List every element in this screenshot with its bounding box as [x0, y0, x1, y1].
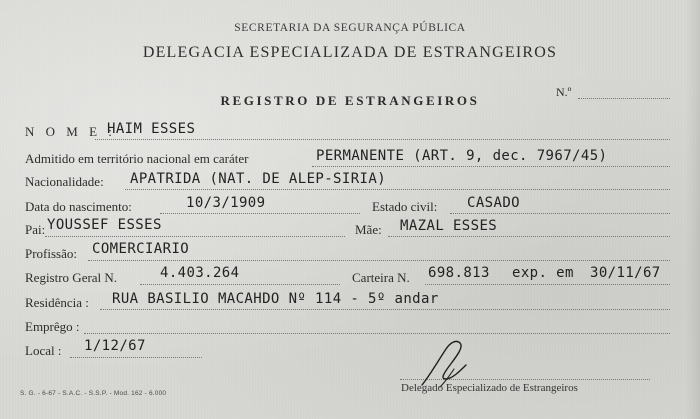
admitido-value: PERMANENTE (ART. 9, dec. 7967/45) [316, 148, 608, 164]
residencia-line [100, 309, 670, 310]
agency-heading: SECRETARIA DA SEGURANÇA PÚBLICA [234, 22, 466, 34]
number-line [578, 98, 670, 99]
nacionalidade-line [125, 189, 670, 190]
estado-civil-line [450, 213, 670, 214]
number-label: N.º [556, 85, 572, 99]
mae-value: MAZAL ESSES [400, 218, 498, 234]
profissao-label: Profissão: [25, 246, 77, 261]
emprego-label: Emprêgo : [25, 319, 80, 334]
local-label: Local : [25, 343, 62, 358]
document-title: REGISTRO DE ESTRANGEIROS [220, 93, 480, 108]
estado-civil-label: Estado civil: [372, 199, 438, 214]
nome-value: HAIM ESSES [107, 121, 196, 137]
admitido-line [312, 166, 670, 167]
carteira-expedida-label: exp. em [512, 265, 574, 281]
nacionalidade-label: Nacionalidade: [25, 174, 104, 189]
carteira-label: Carteira N. [352, 270, 410, 285]
carteira-expedida-value: 30/11/67 [590, 265, 661, 281]
registro-geral-line [140, 284, 340, 285]
pai-line [45, 236, 345, 237]
mae-line [388, 236, 670, 237]
local-line [70, 357, 202, 358]
profissao-line [88, 260, 670, 261]
local-value: 1/12/67 [84, 338, 146, 354]
nascimento-value: 10/3/1909 [186, 195, 266, 211]
pai-value: YOUSSEF ESSES [47, 217, 162, 233]
residencia-value: RUA BASILIO MACAHDO Nº 114 - 5º andar [112, 291, 439, 307]
registro-geral-label: Registro Geral N. [25, 270, 118, 285]
nascimento-line [160, 213, 360, 214]
estado-civil-value: CASADO [467, 195, 520, 211]
carteira-value: 698.813 [428, 265, 490, 281]
carteira-line [425, 284, 670, 285]
nacionalidade-value: APATRIDA (NAT. DE ALEP-SIRIA) [130, 171, 387, 187]
emprego-line [84, 333, 670, 334]
nascimento-label: Data do nascimento: [25, 199, 132, 214]
nome-line [95, 139, 670, 140]
residencia-label: Residência : [25, 295, 89, 310]
mae-label: Mãe: [355, 222, 382, 237]
pai-label: Pai: [25, 222, 46, 237]
signer-title: Delegado Especializado de Estrangeiros [401, 382, 578, 394]
admitido-label: Admitido em território nacional em caráter [25, 151, 249, 166]
scan-edge-shadow [686, 0, 700, 419]
registro-geral-value: 4.403.264 [160, 265, 240, 281]
nome-label: N O M E : [25, 124, 116, 139]
department-heading: DELEGACIA ESPECIALIZADA DE ESTRANGEIROS [142, 44, 558, 61]
profissao-value: COMERCIARIO [92, 241, 190, 257]
form-code: S. G. - 6-67 - S.A.C. - S.S.P. - Mod. 162 - 6.000 [20, 390, 167, 397]
